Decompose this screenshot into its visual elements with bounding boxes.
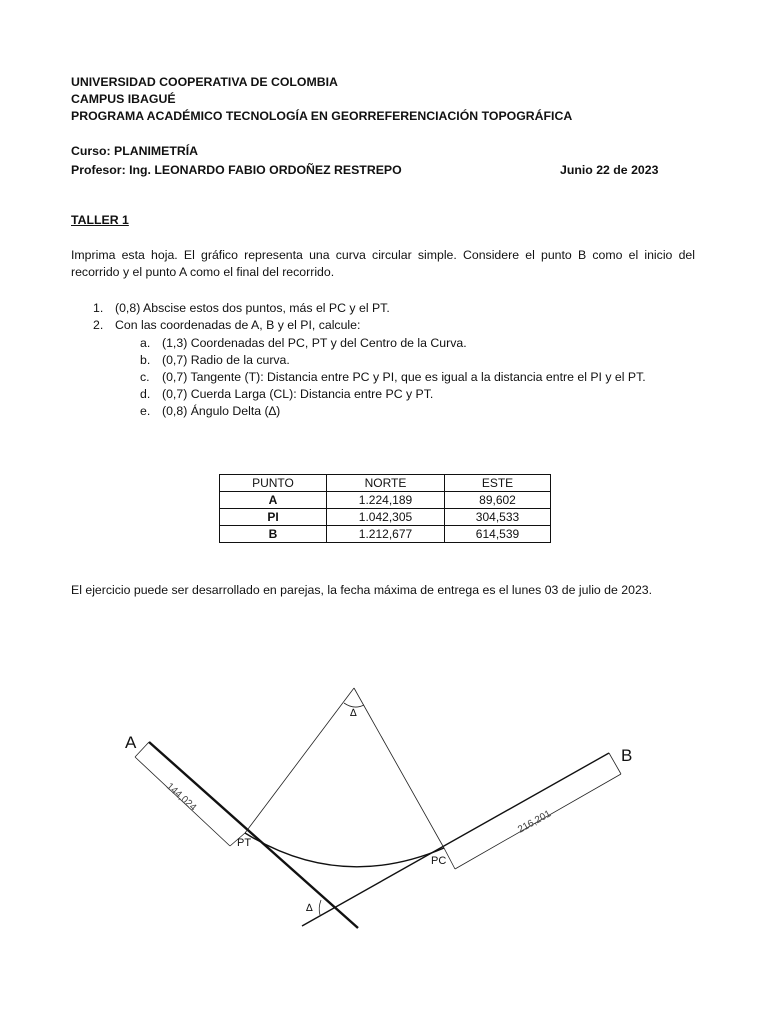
pc-label: PC [431,855,447,867]
subquestion-letter: a. [140,336,151,350]
subquestion-item [140,387,433,401]
question-number: 1. [93,301,104,315]
cell-este: 89,602 [445,492,551,509]
cell-norte: 1.224,189 [327,492,445,509]
table-row [220,526,551,543]
circular-curve-arc [245,833,447,867]
table-row [220,509,551,526]
subquestion-letter: e. [140,404,151,418]
subquestion-letter: d. [140,387,151,401]
cell-norte: 1.042,305 [327,509,445,526]
cell-punto: PI [220,509,327,526]
delta-arc-bottom [319,900,321,915]
course-name: Curso: PLANIMETRÍA [71,144,199,158]
radius-pt-line [245,688,354,833]
tangent-b-line [302,753,609,926]
intro-text: Imprima esta hoja. El gráfico representa una curva circular simple. Considere el punto B como el inicio del recorrido y el punto A como el final del recorrido. [71,248,695,279]
assignment-intro [71,247,695,281]
coordinates-table [219,474,551,543]
column-header-punto: PUNTO [220,475,327,492]
professor-name: Profesor: Ing. LEONARDO FABIO ORDOÑEZ RESTREPO [71,163,402,177]
dimension-left-label: 144,024 [163,781,199,814]
document-date: Junio 22 de 2023 [560,163,659,177]
subquestion-text: (1,3) Coordenadas del PC, PT y del Centro de la Curva. [162,336,467,350]
question-item [93,318,360,332]
subquestion-text: (0,7) Radio de la curva. [162,353,290,367]
delta-arc-top [344,703,364,707]
program-name: PROGRAMA ACADÉMICO TECNOLOGÍA EN GEORREFERENCIACIÓN TOPOGRÁFICA [71,109,573,123]
cell-punto: A [220,492,327,509]
cell-norte: 1.212,677 [327,526,445,543]
subquestion-letter: c. [140,370,150,384]
pt-label: PT [237,837,252,849]
subquestion-item [140,404,280,418]
column-header-norte: NORTE [327,475,445,492]
cell-este: 304,533 [445,509,551,526]
delivery-note: El ejercicio puede ser desarrollado en parejas, la fecha máxima de entrega es el lunes 03 de julio de 2023. [71,583,653,597]
column-header-este: ESTE [445,475,551,492]
subquestion-letter: b. [140,353,151,367]
subquestion-text: (0,8) Ángulo Delta (∆) [162,404,281,418]
cell-este: 614,539 [445,526,551,543]
table-header-row [220,475,551,492]
point-b-label: B [621,746,633,765]
assignment-title: TALLER 1 [71,213,129,227]
point-a-label: A [125,733,137,752]
dimension-right-label: 216,201 [516,808,554,836]
radius-pc-line [354,688,444,848]
question-item [93,301,390,315]
question-text: (0,8) Abscise estos dos puntos, más el PC y el PT. [115,301,390,315]
campus-name: CAMPUS IBAGUÉ [71,92,176,106]
subquestion-text: (0,7) Tangente (T): Distancia entre PC y PI, que es igual a la distancia entre el PI y el PT. [162,370,646,384]
subquestion-item [140,336,467,350]
dimension-left-ext-a [135,742,149,757]
subquestion-text: (0,7) Cuerda Larga (CL): Distancia entre PC y PT. [162,387,434,401]
table-row [220,492,551,509]
dimension-right-ext-b [609,753,621,774]
subquestion-item [140,353,290,367]
university-name: UNIVERSIDAD COOPERATIVA DE COLOMBIA [71,75,338,89]
question-text: Con las coordenadas de A, B y el PI, calcule: [115,318,361,332]
tangent-a-line [149,742,358,928]
delta-top-label: ∆ [350,708,357,719]
delta-bottom-label: ∆ [306,903,313,914]
cell-punto: B [220,526,327,543]
subquestion-item [140,370,646,384]
question-number: 2. [93,318,104,332]
curve-diagram [0,600,768,940]
